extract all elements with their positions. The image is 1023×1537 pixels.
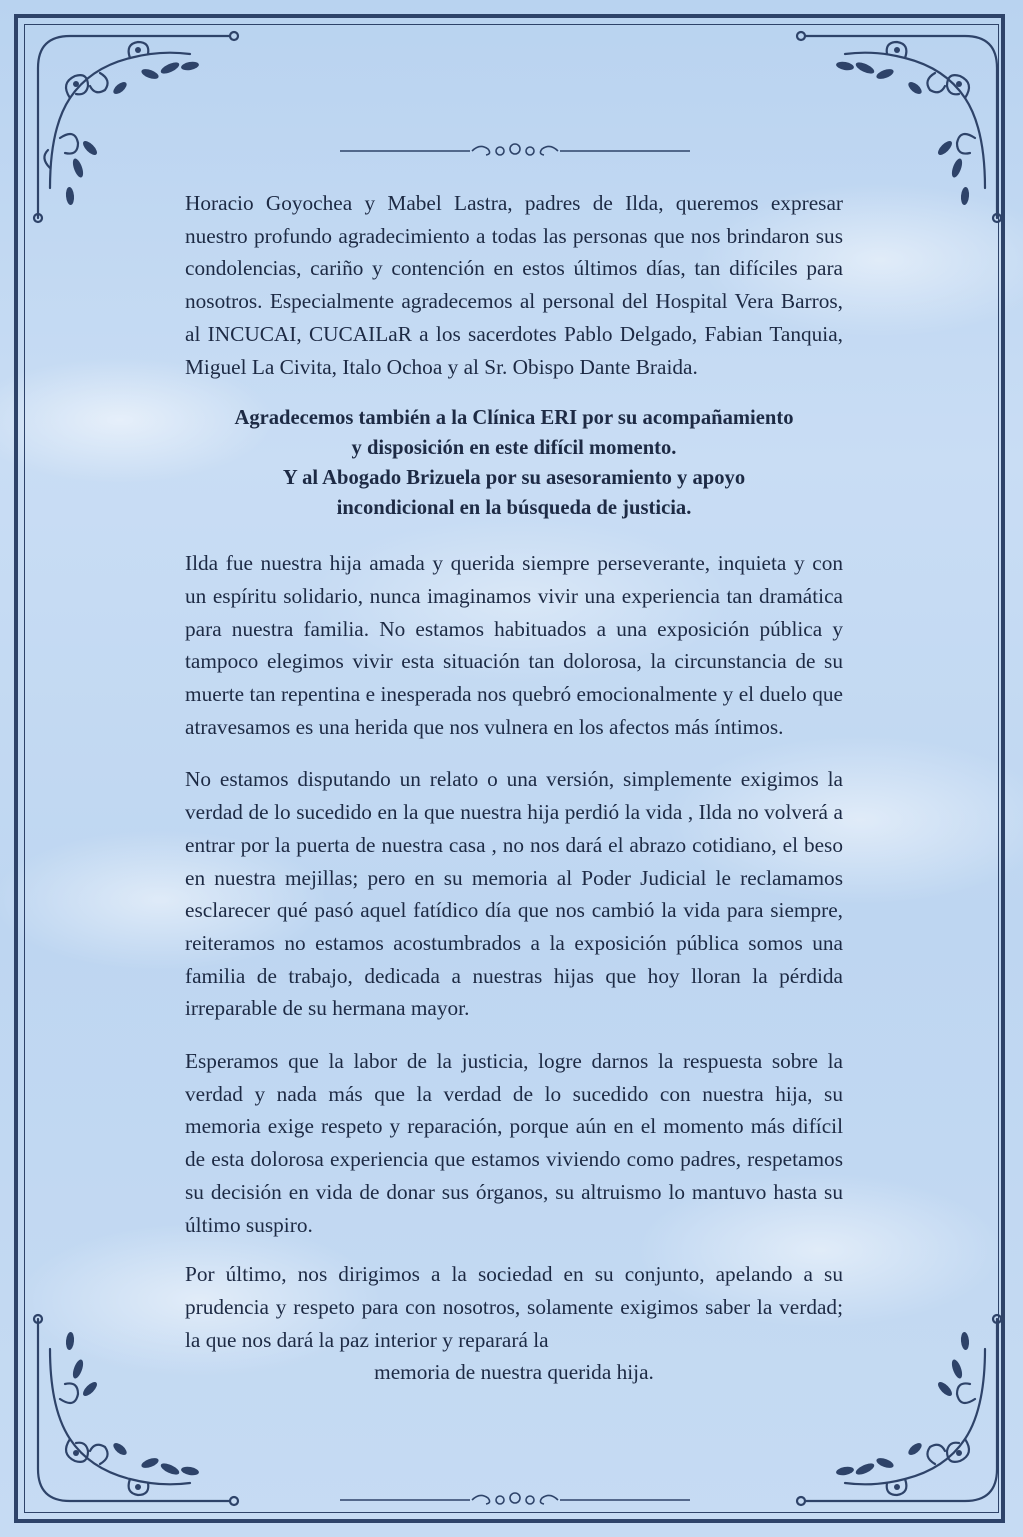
scroll-divider-top — [340, 140, 690, 162]
paragraph-demand-truth: No estamos disputando un relato o una versión, simplemente exigimos la verdad de lo sucedido en la que nuestra hija perdió la vida , Ilda no volverá a entrar por la puerta de nuestra casa , no nos dará el abrazo cotidiano, el beso en nuestra mejillas; pero en su memoria al Poder Judicial le reclamamos esclarecer qué pasó aquel fatídico día que nos cambió la vida para siempre, reiteramos no estamos acostumbrados a la exposición pública somos una familia de trabajo, dedicada a nuestras hijas que hoy lloran la pérdida irreparable de su hermana mayor. — [185, 767, 843, 1021]
letter-body — [185, 187, 843, 1389]
paragraph-thanks: Horacio Goyochea y Mabel Lastra, padres de Ilda, queremos expresar nuestro profundo agradecimiento a todas las personas que nos brindaron sus condolencias, cariño y contención en estos últimos días, tan difíciles para nosotros. Especialmente agradecemos al personal del Hospital Vera Barros, al INCUCAI, CUCAILaR a los sacerdotes Pablo Delgado, Fabian Tanquia, Miguel La Civita, Italo Ochoa y al Sr. Obispo Dante Braida. — [185, 191, 843, 379]
paragraph-about-ilda: Ilda fue nuestra hija amada y querida siempre perseverante, inquieta y con un espíritu solidario, nunca imaginamos vivir una experiencia tan dramática para nuestra familia. No estamos habituados a una exposición pública y tampoco elegimos vivir esta situación tan dolorosa, la circunstancia de su muerte tan repentina e inesperada nos quebró emocionalmente y el duelo que atravesamos es una herida que nos vulnera en los afectos más íntimos. — [185, 551, 843, 739]
scroll-divider-bottom — [340, 1489, 690, 1511]
bold-line: Y al Abogado Brizuela por su asesoramiento y apoyo — [282, 467, 746, 490]
bold-line: incondicional en la búsqueda de justicia. — [336, 497, 692, 520]
bold-line: Agradecemos también a la Clínica ERI por su acompañamiento — [234, 407, 794, 430]
bold-line: y disposición en este difícil momento. — [351, 437, 677, 460]
bold-acknowledgement — [185, 403, 843, 523]
paragraph-justice: Esperamos que la labor de la justicia, logre darnos la respuesta sobre la verdad y nada más que la verdad de lo sucedido con nuestra hija, su memoria exige respeto y reparación, porque aún en el momento más difícil de esta dolorosa experiencia que estamos viviendo como padres, respetamos su decisión en vida de donar sus órganos, su altruismo lo mantuvo hasta su último suspiro. — [185, 1049, 843, 1237]
closing-line: memoria de nuestra querida hija. — [374, 1360, 654, 1385]
paragraph-society: Por último, nos dirigimos a la sociedad en su conjunto, apelando a su prudencia y respeto para con nosotros, solamente exigimos saber la verdad; la que nos dará la paz interior y reparará la — [185, 1262, 843, 1352]
